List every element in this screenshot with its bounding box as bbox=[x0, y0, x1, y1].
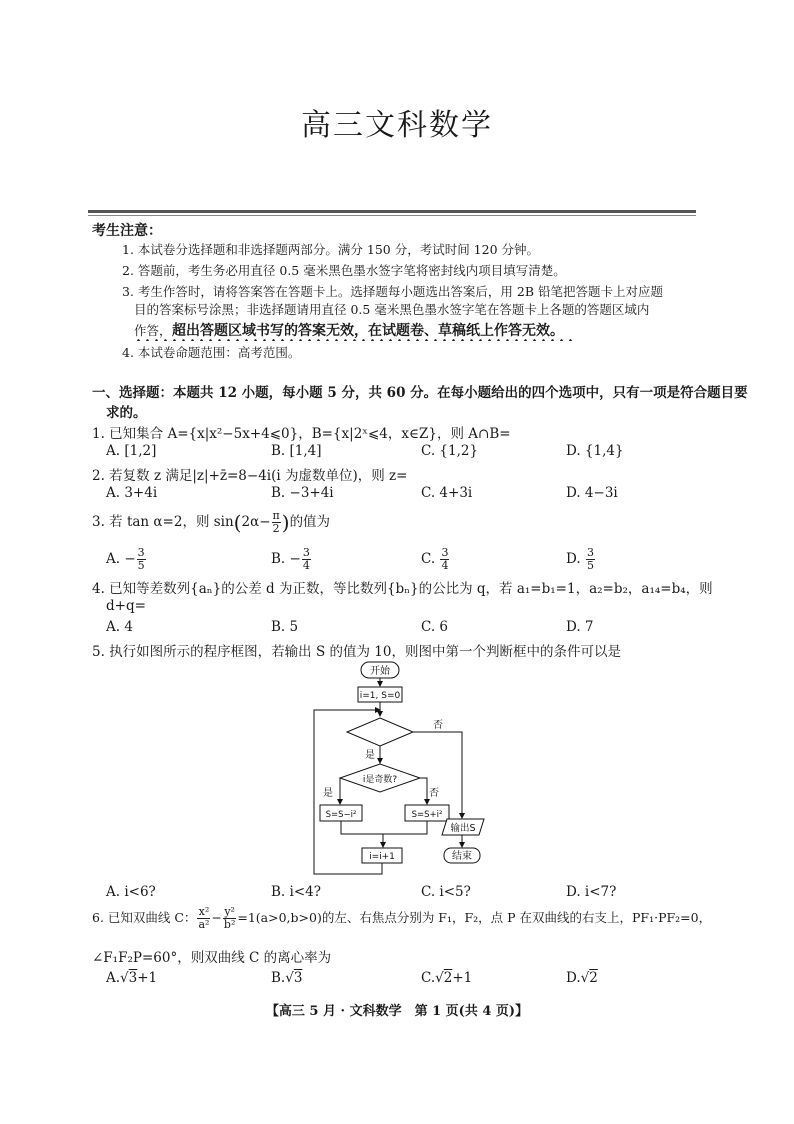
q1-option-a: A. [1,2] bbox=[106, 443, 157, 459]
q3-option-c: C. $\frac{3}{4}$ bbox=[421, 546, 449, 572]
page-title: 高三文科数学 bbox=[301, 108, 493, 143]
notice-heading: 考生注意： bbox=[92, 223, 162, 239]
flow-start-label: 开始 bbox=[370, 666, 390, 677]
flow-odd-no: 否 bbox=[429, 788, 439, 799]
flow-minus-label: S=S−i² bbox=[325, 810, 357, 820]
q6-option-b: B.√3 bbox=[271, 970, 303, 986]
question-5-stem: 5. 执行如图所示的程序框图，若输出 S 的值为 10，则图中第一个判断框中的条件可以是 bbox=[92, 644, 621, 660]
q4-option-c: C. 6 bbox=[421, 619, 449, 635]
emphasis-dots bbox=[134, 339, 572, 341]
flow-no-label: 否 bbox=[433, 720, 443, 731]
question-2-stem: 2. 若复数 z 满足|z|+z̄=8−4i(i 为虚数单位)，则 z= bbox=[92, 468, 408, 484]
q2-option-b: B. −3+4i bbox=[271, 485, 334, 501]
notice-item: 1. 本试卷分选择题和非选择题两部分。满分 150 分，考试时间 120 分钟。 bbox=[122, 242, 540, 257]
q4-option-b: B. 5 bbox=[271, 619, 299, 635]
q3-option-d: D. $\frac{3}{5}$ bbox=[566, 546, 594, 572]
flow-odd-label: i是奇数? bbox=[362, 775, 398, 785]
flow-init-label: i=1, S=0 bbox=[359, 691, 401, 701]
section-heading-cont: 求的。 bbox=[106, 405, 147, 421]
notice-item: 3. 考生作答时，请将答案答在答题卡上。选择题每小题选出答案后，用 2B 铅笔把答题卡上对应题 bbox=[122, 284, 663, 299]
q2-option-c: C. 4+3i bbox=[421, 485, 473, 501]
flow-odd-yes: 是 bbox=[323, 788, 333, 799]
q5-option-a: A. i<6? bbox=[106, 884, 156, 900]
q4-option-a: A. 4 bbox=[106, 619, 133, 635]
q3-stem-arg: 2α− bbox=[241, 514, 271, 530]
q2-option-d: D. 4−3i bbox=[566, 485, 618, 501]
flow-plus-label: S=S+i² bbox=[411, 810, 443, 820]
q6-option-c: C.√2+1 bbox=[421, 970, 473, 986]
q3-option-b: B. − $\frac{3}{4}$ bbox=[271, 546, 310, 572]
question-6-stem: 6. 已知双曲线 C： $\frac{\text{x²}}{\text{a²}}$ − $\frac{\text{y²}}{\text{b²}}$ =1(a>0,b>0)的左、右焦点分别为 F₁，F₂，点 P 在双曲线的右支上，PF₁·PF₂=0， bbox=[92, 905, 712, 931]
question-3-stem: 3. 若 tan α=2，则 sin(2α− $\frac{\pi}{2}$ )的值为 bbox=[92, 509, 331, 535]
q1-option-b: B. [1,4] bbox=[271, 443, 322, 459]
question-4-stem-cont: d+q= bbox=[106, 598, 146, 614]
flow-condition-diamond bbox=[347, 718, 413, 746]
q3-pi-over-two: $\frac{\pi}{2}$ bbox=[272, 509, 280, 535]
notice-item: 2. 答题前，考生务必用直径 0.5 毫米黑色墨水签字笔将密封线内项目填写清楚。 bbox=[122, 263, 566, 278]
q2-option-a: A. 3+4i bbox=[106, 485, 158, 501]
notice-item: 作答， bbox=[134, 323, 172, 338]
header-rule bbox=[88, 210, 696, 213]
section-heading: 一、选择题：本题共 12 小题，每小题 5 分，共 60 分。在每小题给出的四个选项中，只有一项是符合题目要 bbox=[92, 385, 748, 401]
notice-item: 4. 本试卷命题范围：高考范围。 bbox=[122, 345, 301, 360]
page-footer: 【高三 5 月 · 文科数学 第 1 页(共 4 页)】 bbox=[265, 1004, 529, 1019]
q1-option-d: D. {1,4} bbox=[566, 443, 624, 459]
notice-emphasis: 超出答题区域书写的答案无效，在试题卷、草稿纸上作答无效。 bbox=[172, 323, 564, 339]
q5-option-d: D. i<7? bbox=[566, 884, 617, 900]
header-rule-thin bbox=[88, 215, 696, 216]
question-6-stem-cont: ∠F₁F₂P=60°，则双曲线 C 的离心率为 bbox=[92, 950, 332, 966]
q6-option-d: D.√2 bbox=[566, 970, 598, 986]
question-4-stem: 4. 已知等差数列{aₙ}的公差 d 为正数，等比数列{bₙ}的公比为 q，若 a₁=b₁=1，a₂=b₂，a₁₄=b₄，则 bbox=[92, 581, 713, 597]
q3-stem-end: 的值为 bbox=[289, 514, 331, 530]
q4-option-d: D. 7 bbox=[566, 619, 594, 635]
flow-increment-label: i=i+1 bbox=[369, 852, 395, 862]
question-1-stem: 1. 已知集合 A={x|x²−5x+4⩽0}，B={x|2ˣ⩽4，x∈Z}，则 A∩B= bbox=[92, 426, 511, 442]
q5-option-b: B. i<4? bbox=[271, 884, 321, 900]
q6-option-a: A.√3+1 bbox=[106, 970, 158, 986]
notice-item: 目的答案标号涂黑；非选择题请用直径 0.5 毫米黑色墨水签字笔在答题卡上各题的答题区域内 bbox=[134, 302, 650, 317]
flow-output-label: 输出S bbox=[450, 823, 476, 834]
flow-end-label: 结束 bbox=[452, 851, 472, 862]
program-flowchart bbox=[305, 658, 495, 880]
flow-yes-label: 是 bbox=[365, 750, 375, 761]
q5-option-c: C. i<5? bbox=[421, 884, 471, 900]
q1-option-c: C. {1,2} bbox=[421, 443, 479, 459]
q3-option-a: A. − $\frac{3}{5}$ bbox=[106, 546, 145, 572]
q3-stem-start: 3. 若 tan α=2，则 sin bbox=[92, 514, 234, 530]
